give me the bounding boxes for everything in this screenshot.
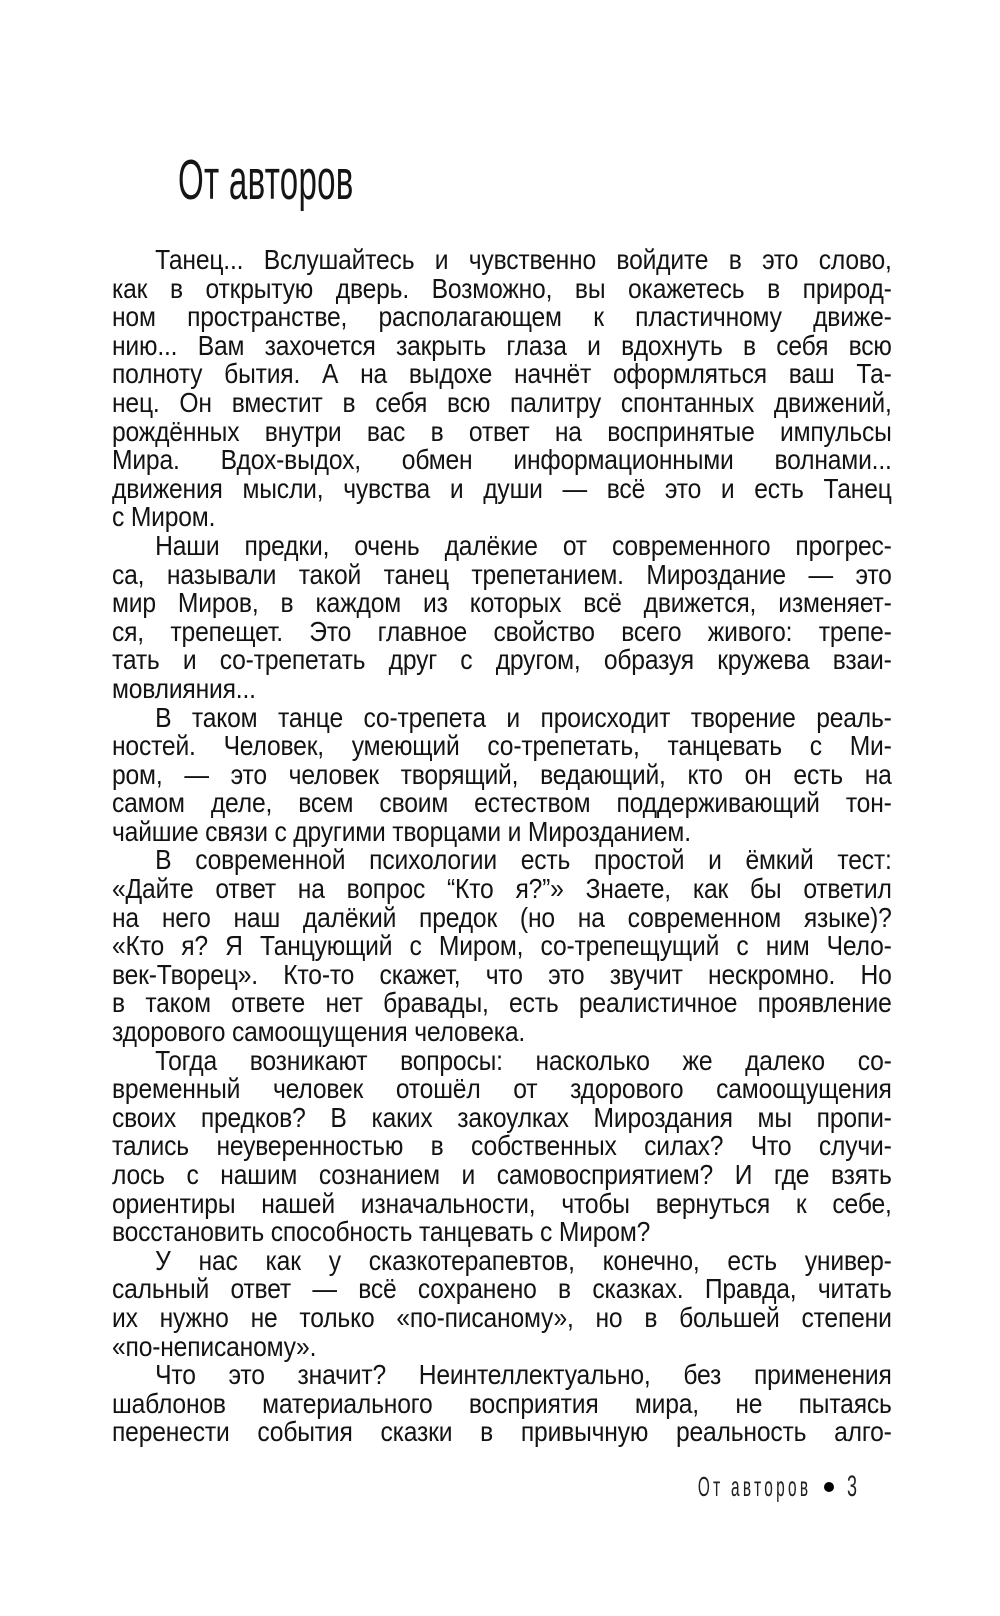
text-line: сальный ответ — всё сохранено в сказках. Правда, читать [112,1273,892,1305]
text-line: здорового самоощущения человека. [112,1016,526,1048]
text-line: век-Творец». Кто-то скажет, что это звучит нескромно. Но [112,958,892,990]
running-title: От авторов [697,1471,812,1502]
paragraph [112,701,892,847]
body-text [112,246,892,1447]
paragraph [112,846,892,1046]
text-line: ром, — это человек творящий, ведающий, кто он есть на [112,758,892,790]
text-line: Танец... Вслушайтесь и чувственно войдите в это слово, [155,244,892,275]
text-line: шаблонов материального восприятия мира, не пытаясь [112,1387,892,1419]
text-line: лось с нашим сознанием и самовосприятием? И где взять [112,1159,892,1190]
text-line: ся, трепещет. Это главное свойство всего живого: трепе- [112,615,892,647]
paragraph-container [112,246,892,1447]
text-line: движения мысли, чувства и души — всё это и есть Танец [112,472,892,504]
text-line: перенести события сказки в привычную реальность алго- [112,1416,892,1448]
text-line: са, называли такой танец трепетанием. Мироздание — это [112,558,892,590]
text-line: нец. Он вместит в себя всю палитру спонтанных движений, [112,386,892,418]
chapter-title [178,148,481,212]
text-line: своих предков? В каких закоулках Мироздания мы пропи- [112,1101,892,1133]
text-line: нию... Вам захочется закрыть глаза и вдохнуть в себя всю [112,329,892,361]
text-line: мовлияния... [112,672,256,704]
text-line: ностей. Человек, умеющий со-трепетать, танцевать с Ми- [112,730,892,762]
text-line: В таком танце со-трепета и происходит творение реаль- [155,701,892,733]
text-line: «Дайте ответ на вопрос “Кто я?”» Знаете, как бы ответил [112,873,892,905]
text-line: восстановить способность танцевать с Миром? [112,1216,651,1248]
page-footer [605,1472,864,1502]
paragraph [112,1244,892,1362]
text-line: их нужно не только «по-писаному», но в большей степени [112,1301,892,1333]
text-line: в таком ответе нет бравады, есть реалистичное проявление [112,987,892,1019]
text-line: «Кто я? Я Танцующий с Миром, со-трепещущий с ним Чело- [112,930,892,962]
paragraph [112,246,892,532]
text-line: временный человек отошёл от здорового самоощущения [112,1073,892,1105]
text-line: на него наш далёкий предок (но на современном языке)? [112,901,892,933]
text-line: Мира. Вдох-выдох, обмен информационными волнами... [112,444,892,476]
text-line: самом деле, всем своим естеством поддерживающий тон- [112,787,892,819]
text-line: чайшие связи с другими творцами и Мирозданием. [112,815,691,847]
text-line: «по-неписаному». [112,1330,317,1362]
text-line: Наши предки, очень далёкие от современного прогрес- [155,529,892,561]
text-line: ориентиры нашей изначальности, чтобы вернуться к себе, [112,1187,892,1219]
text-line: Тогда возникают вопросы: насколько же далеко со- [155,1044,892,1076]
bullet-separator-icon [824,1482,834,1492]
page-number: 3 [847,1470,858,1503]
text-line: тались неуверенностью в собственных силах? Что случи- [112,1130,892,1162]
paragraph [112,529,892,704]
text-line: полноту бытия. А на выдохе начнёт оформляться ваш Та- [112,358,892,390]
text-line: тать и со-трепетать друг с другом, образуя кружева взаи- [112,644,892,676]
text-line: рождённых внутри вас в ответ на воспринятые импульсы [112,415,892,447]
chapter-title-text: От авторов [178,148,354,212]
text-line: В современной психологии есть простой и ёмкий тест: [155,844,892,876]
text-line: У нас как у сказкотерапевтов, конечно, есть универ- [155,1244,892,1276]
paragraph [112,1044,892,1248]
paragraph [112,1361,892,1447]
text-line: как в открытую дверь. Возможно, вы окажетесь в природ- [112,272,892,304]
text-line: ном пространстве, располагающем к пластичному движе- [112,301,892,333]
text-line: с Миром. [112,501,216,533]
text-line: Что это значит? Неинтеллектуально, без применения [155,1359,892,1391]
text-line: мир Миров, в каждом из которых всё движется, изменяет- [112,587,892,619]
